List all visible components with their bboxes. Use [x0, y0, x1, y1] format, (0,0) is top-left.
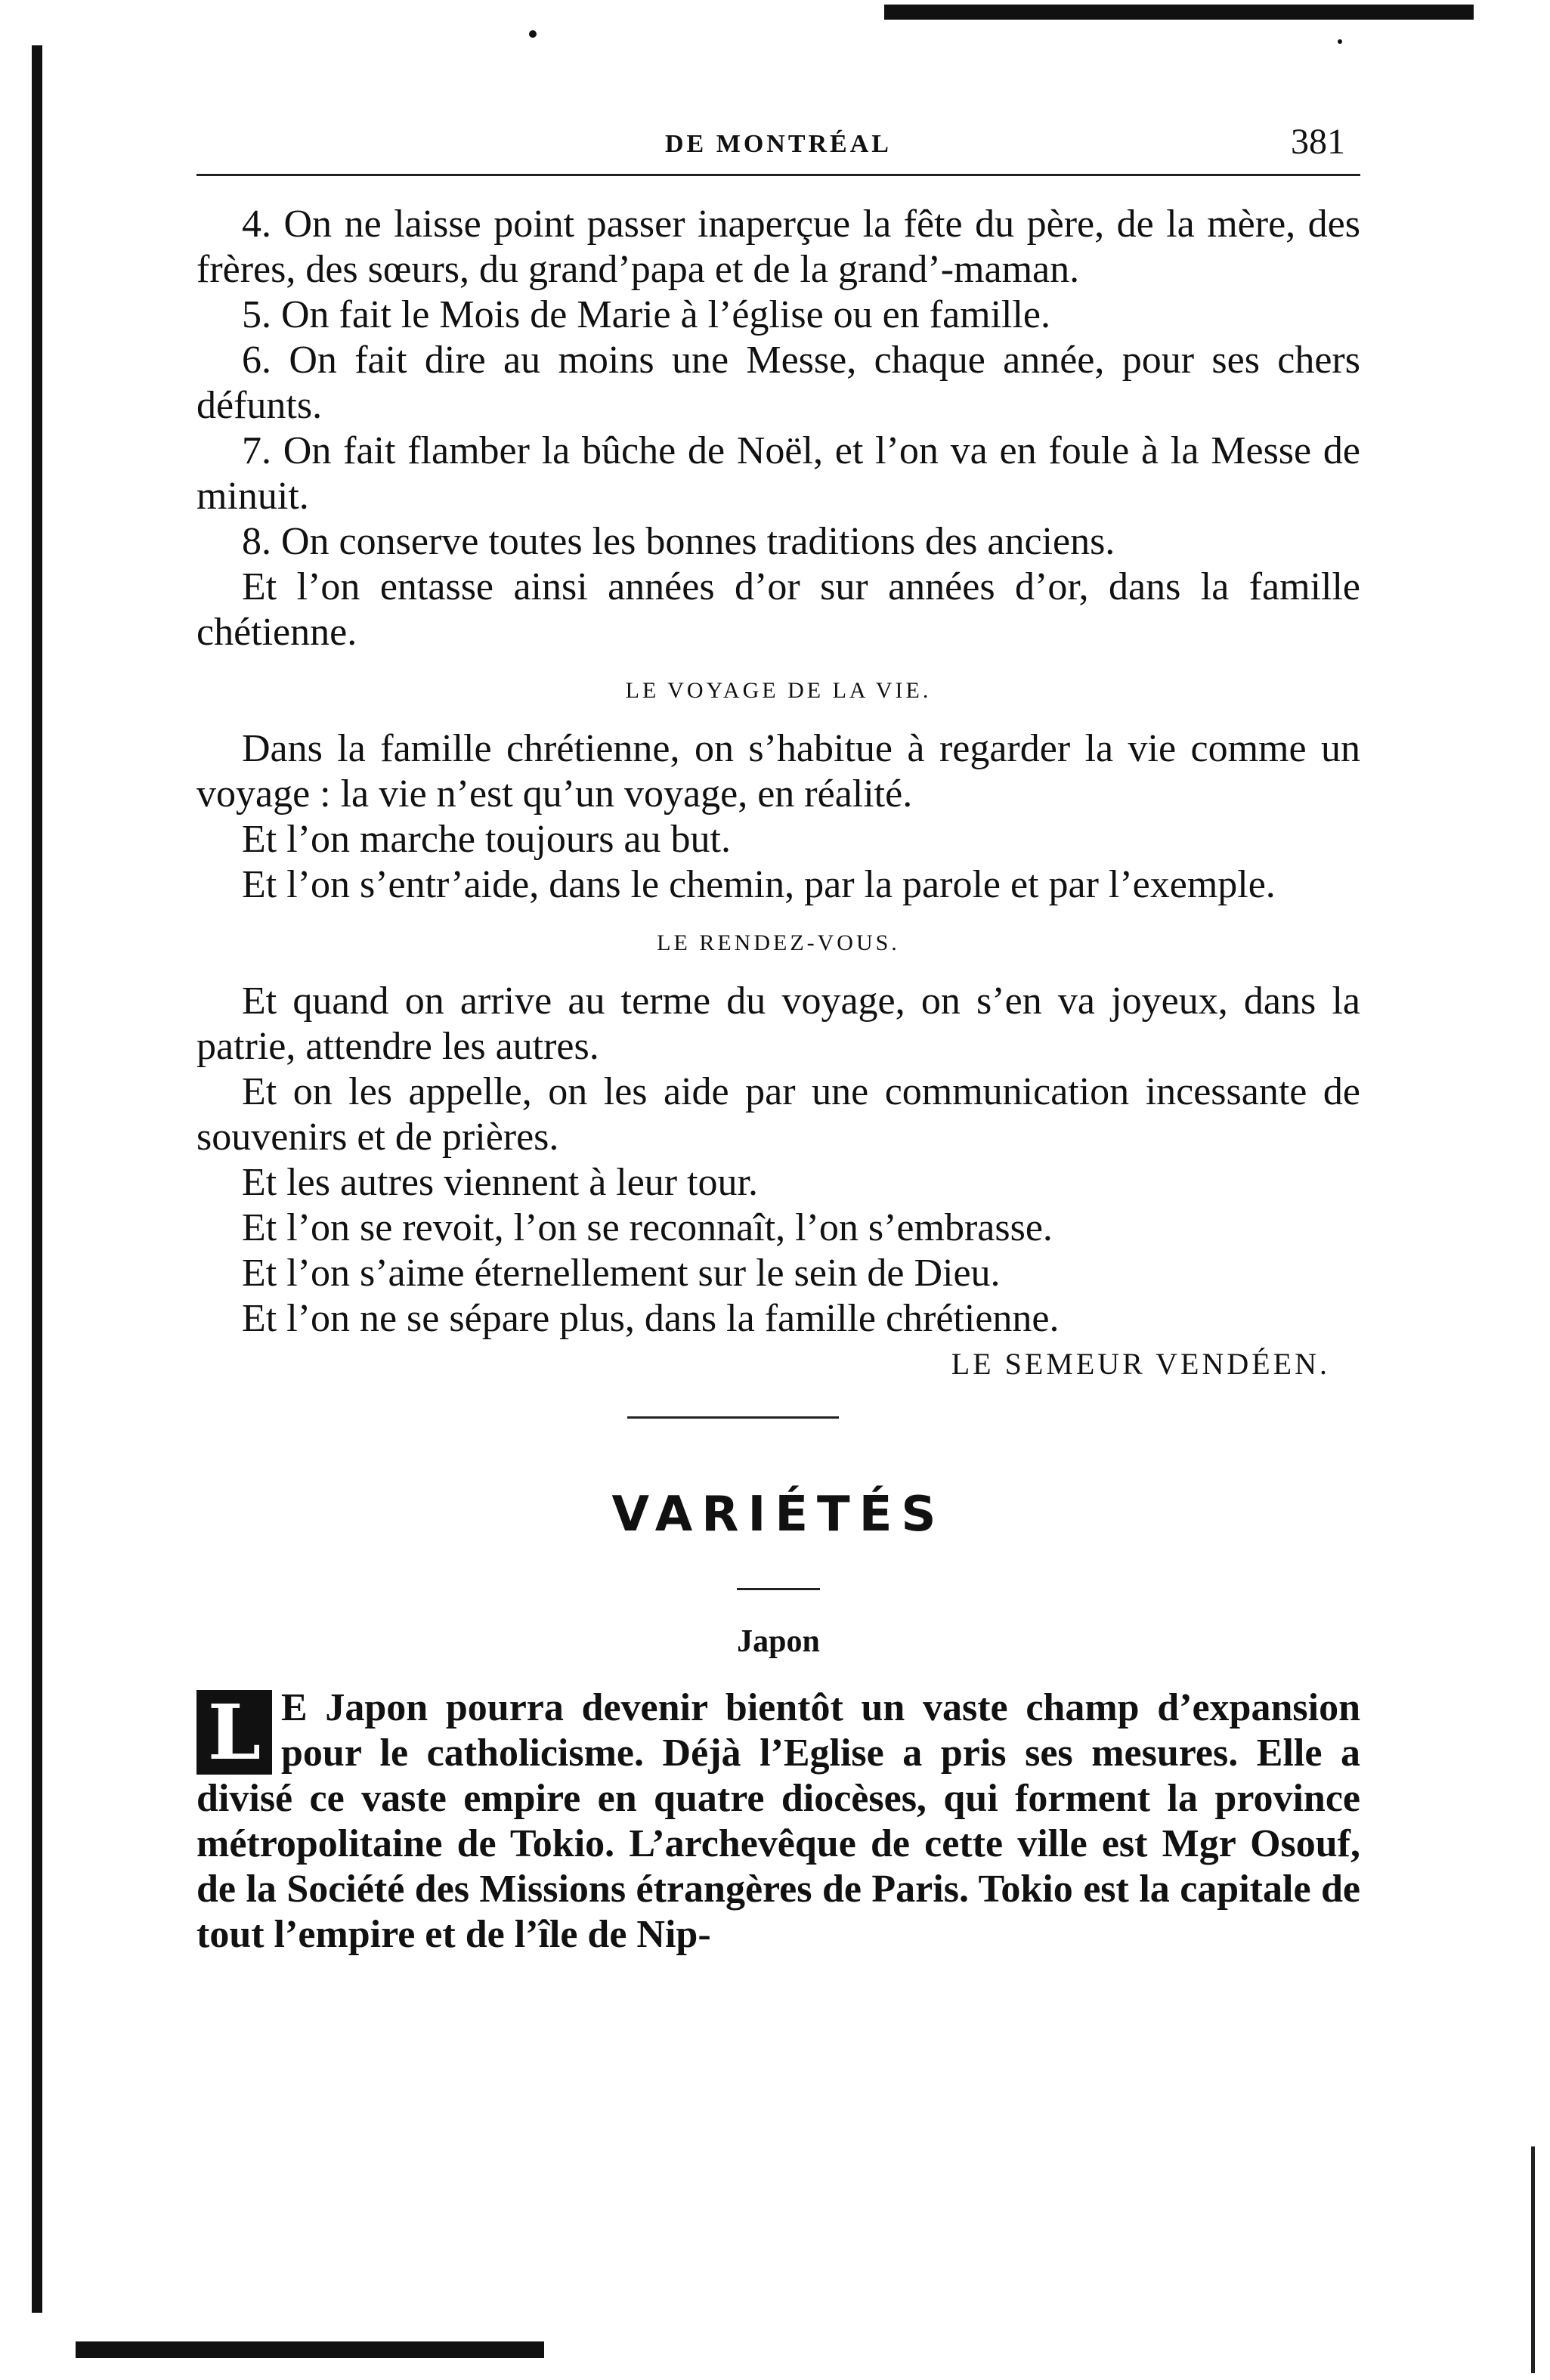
- paragraph: Et l’on se revoit, l’on se reconnaît, l’on s’embrasse.: [242, 1206, 1053, 1249]
- divider-rule-small: [737, 1588, 820, 1590]
- paragraph: 8. On conserve toutes les bonnes traditions des anciens.: [242, 520, 1115, 563]
- page-number: 381: [1291, 122, 1345, 162]
- section-title-voyage: LE VOYAGE DE LA VIE.: [625, 678, 932, 703]
- paragraph: Et les autres viennent à leur tour.: [242, 1161, 759, 1204]
- running-head: [196, 106, 1360, 176]
- japon-subheading: Japon: [737, 1624, 820, 1659]
- scan-speck: [529, 30, 537, 38]
- scan-border-left: [32, 45, 42, 2313]
- japon-article: [196, 1685, 1360, 1958]
- paragraph: Et quand on arrive au terme du voyage, on s’en va joyeux, dans la patrie, attendre les autres.: [196, 980, 1360, 1068]
- varietes-heading: VARIÉTÉS: [611, 1487, 945, 1543]
- paragraph: Et l’on s’aime éternellement sur le sein de Dieu.: [242, 1252, 1001, 1295]
- section-family-customs: [196, 202, 1360, 655]
- paragraph: Et on les appelle, on les aide par une communication incessante de souvenirs et de prières.: [196, 1070, 1360, 1159]
- paragraph: 4. On ne laisse point passer inaperçue la fête du père, de la mère, des frères, des sœurs, du grand’papa et de la grand’-maman.: [196, 203, 1360, 291]
- book-page: [196, 106, 1360, 1958]
- running-title: DE MONTRÉAL: [665, 130, 892, 158]
- section-voyage: [196, 726, 1360, 908]
- paragraph: Et l’on entasse ainsi années d’or sur années d’or, dans la famille chétienne.: [196, 565, 1360, 654]
- scan-speck: [1338, 39, 1342, 44]
- paragraph: 6. On fait dire au moins une Messe, chaque année, pour ses chers défunts.: [196, 339, 1360, 427]
- scan-border-bottom: [76, 2341, 544, 2358]
- paragraph: Et l’on s’entr’aide, dans le chemin, par la parole et par l’exemple.: [242, 863, 1276, 906]
- paragraph: 5. On fait le Mois de Marie à l’église ou en famille.: [242, 293, 1051, 336]
- paragraph: 7. On fait flamber la bûche de Noël, et l’on va en foule à la Messe de minuit.: [196, 429, 1360, 518]
- scan-border-top: [884, 5, 1474, 20]
- paragraph: Dans la famille chrétienne, on s’habitue à regarder la vie comme un voyage : la vie n’est qu’un voyage, en réalité.: [196, 727, 1360, 816]
- section-rendez-vous: [196, 979, 1360, 1342]
- paragraph: E Japon pourra devenir bientôt un vaste champ d’expansion pour le catholicisme. Déjà l’Eglise a pris ses mesures. Elle a divisé ce vaste empire en quatre diocèses, qui forment la province métropolitaine de Tokio. L’archevêque de cette ville est Mgr Osouf, de la Société des Missions étrangères de Paris. Tokio est la capitale de tout l’empire et de l’île de Nip-: [196, 1686, 1360, 1956]
- scan-border-right: [1531, 2146, 1535, 2373]
- drop-cap-letter: L: [196, 1690, 272, 1775]
- paragraph: Et l’on ne se sépare plus, dans la famille chrétienne.: [242, 1297, 1060, 1340]
- divider-rule: [627, 1416, 839, 1419]
- author-signature: LE SEMEUR VENDÉEN.: [951, 1347, 1330, 1381]
- section-title-rendez-vous: LE RENDEZ-VOUS.: [657, 930, 900, 955]
- paragraph: Et l’on marche toujours au but.: [242, 818, 731, 861]
